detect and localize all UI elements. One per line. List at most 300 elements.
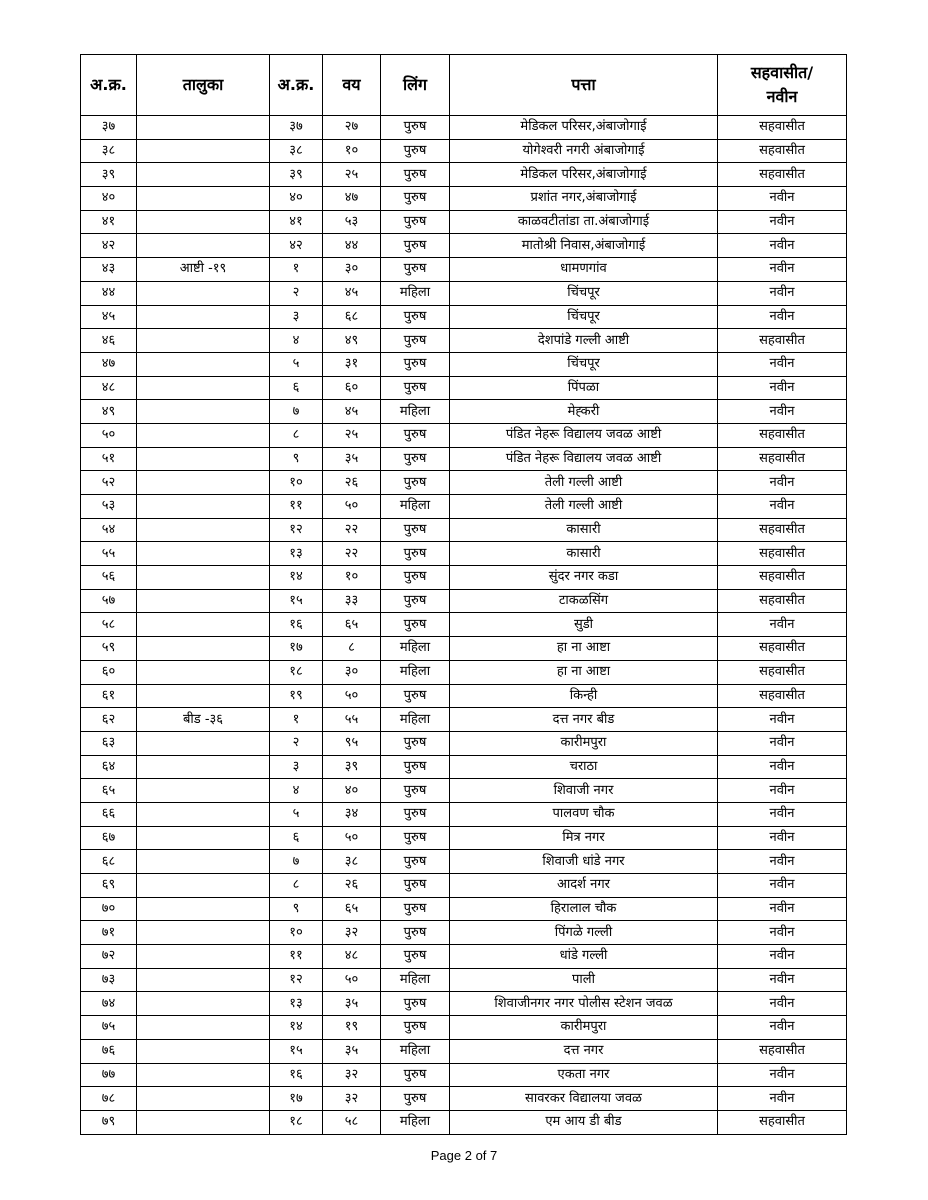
cell-gender: पुरुष <box>381 921 450 945</box>
cell-taluka <box>137 518 270 542</box>
cell-status: सहवासीत <box>718 589 847 613</box>
cell-gender: पुरुष <box>381 423 450 447</box>
cell-sub-sr-no: ४२ <box>270 234 323 258</box>
table-row <box>81 731 847 755</box>
cell-status: नवीन <box>718 471 847 495</box>
cell-sr-no: ६५ <box>81 779 137 803</box>
cell-address: सुडी <box>450 613 718 637</box>
cell-taluka <box>137 281 270 305</box>
cell-sr-no: ३९ <box>81 163 137 187</box>
header-age: वय <box>323 55 381 116</box>
table-row <box>81 921 847 945</box>
cell-sr-no: ६७ <box>81 826 137 850</box>
table-row <box>81 1087 847 1111</box>
cell-taluka <box>137 1110 270 1134</box>
cell-taluka <box>137 234 270 258</box>
cell-sr-no: ४६ <box>81 329 137 353</box>
cell-sr-no: ४४ <box>81 281 137 305</box>
cell-sr-no: ७७ <box>81 1063 137 1087</box>
cell-status: नवीन <box>718 187 847 211</box>
cell-age: ५० <box>323 495 381 519</box>
cell-sub-sr-no: १४ <box>270 566 323 590</box>
cell-address: दत्त नगर बीड <box>450 708 718 732</box>
cell-sub-sr-no: ४ <box>270 329 323 353</box>
cell-sr-no: ६१ <box>81 684 137 708</box>
cell-sr-no: ६६ <box>81 802 137 826</box>
cell-sub-sr-no: १० <box>270 921 323 945</box>
cell-gender: पुरुष <box>381 542 450 566</box>
cell-age: ४० <box>323 779 381 803</box>
cell-status: नवीन <box>718 802 847 826</box>
cell-status: नवीन <box>718 850 847 874</box>
cell-status: सहवासीत <box>718 566 847 590</box>
cell-address: हा ना आष्टा <box>450 637 718 661</box>
cell-age: ९५ <box>323 731 381 755</box>
cell-status: सहवासीत <box>718 423 847 447</box>
header-status-line1: सहवासीत/ <box>750 63 814 82</box>
cell-sr-no: ७९ <box>81 1110 137 1134</box>
table-row <box>81 897 847 921</box>
cell-sr-no: ५१ <box>81 447 137 471</box>
cell-sub-sr-no: १३ <box>270 992 323 1016</box>
cell-sub-sr-no: ४ <box>270 779 323 803</box>
cell-age: २२ <box>323 518 381 542</box>
cell-taluka <box>137 471 270 495</box>
register-table <box>80 54 847 1135</box>
cell-age: ४५ <box>323 400 381 424</box>
cell-address: तेली गल्ली आष्टी <box>450 495 718 519</box>
cell-taluka <box>137 305 270 329</box>
cell-status: नवीन <box>718 376 847 400</box>
cell-taluka <box>137 945 270 969</box>
cell-sub-sr-no: १२ <box>270 518 323 542</box>
cell-sr-no: ७३ <box>81 968 137 992</box>
cell-address: शिवाजीनगर नगर पोलीस स्टेशन जवळ <box>450 992 718 1016</box>
cell-gender: पुरुष <box>381 874 450 898</box>
cell-sub-sr-no: १६ <box>270 613 323 637</box>
cell-gender: पुरुष <box>381 163 450 187</box>
cell-sr-no: ६३ <box>81 731 137 755</box>
table-row <box>81 1063 847 1087</box>
cell-sub-sr-no: ६ <box>270 826 323 850</box>
cell-age: ४५ <box>323 281 381 305</box>
cell-status: नवीन <box>718 613 847 637</box>
cell-status: सहवासीत <box>718 660 847 684</box>
page-number: Page 2 of 7 <box>430 1148 498 1163</box>
cell-status: नवीन <box>718 400 847 424</box>
cell-age: २६ <box>323 471 381 495</box>
cell-sub-sr-no: १४ <box>270 1016 323 1040</box>
cell-taluka <box>137 163 270 187</box>
cell-taluka <box>137 1039 270 1063</box>
cell-status: नवीन <box>718 779 847 803</box>
cell-gender: महिला <box>381 495 450 519</box>
cell-sr-no: ४५ <box>81 305 137 329</box>
cell-gender: पुरुष <box>381 992 450 1016</box>
table-row <box>81 755 847 779</box>
cell-gender: पुरुष <box>381 589 450 613</box>
cell-sub-sr-no: ६ <box>270 376 323 400</box>
cell-taluka <box>137 116 270 140</box>
cell-address: टाकळसिंग <box>450 589 718 613</box>
cell-status: नवीन <box>718 352 847 376</box>
cell-gender: पुरुष <box>381 116 450 140</box>
cell-age: ३० <box>323 258 381 282</box>
cell-status: नवीन <box>718 708 847 732</box>
cell-sr-no: ४० <box>81 187 137 211</box>
cell-sub-sr-no: ४१ <box>270 210 323 234</box>
table-row <box>81 471 847 495</box>
cell-sr-no: ७१ <box>81 921 137 945</box>
cell-gender: पुरुष <box>381 471 450 495</box>
cell-address: योगेश्वरी नगरी अंबाजोगाई <box>450 139 718 163</box>
cell-address: पिंगळे गल्ली <box>450 921 718 945</box>
cell-sub-sr-no: ३ <box>270 305 323 329</box>
cell-sub-sr-no: ७ <box>270 850 323 874</box>
cell-status: नवीन <box>718 1063 847 1087</box>
cell-sr-no: ५३ <box>81 495 137 519</box>
cell-gender: महिला <box>381 281 450 305</box>
cell-sr-no: ४३ <box>81 258 137 282</box>
table-row <box>81 968 847 992</box>
table-row <box>81 566 847 590</box>
cell-address: चराठा <box>450 755 718 779</box>
table-row <box>81 945 847 969</box>
cell-status: नवीन <box>718 258 847 282</box>
cell-sub-sr-no: १२ <box>270 968 323 992</box>
cell-sr-no: ५० <box>81 423 137 447</box>
cell-taluka <box>137 210 270 234</box>
cell-gender: पुरुष <box>381 258 450 282</box>
cell-age: २५ <box>323 423 381 447</box>
cell-taluka <box>137 684 270 708</box>
cell-sub-sr-no: ५ <box>270 352 323 376</box>
cell-sr-no: ५८ <box>81 613 137 637</box>
table-row <box>81 1039 847 1063</box>
cell-sr-no: ४२ <box>81 234 137 258</box>
cell-gender: पुरुष <box>381 139 450 163</box>
header-status-line2: नवीन <box>766 87 798 106</box>
cell-address: मातोश्री निवास,अंबाजोगाई <box>450 234 718 258</box>
cell-age: ३२ <box>323 1087 381 1111</box>
cell-taluka <box>137 376 270 400</box>
cell-sub-sr-no: १ <box>270 258 323 282</box>
cell-age: ३२ <box>323 1063 381 1087</box>
cell-age: ५३ <box>323 210 381 234</box>
cell-gender: महिला <box>381 637 450 661</box>
cell-taluka <box>137 897 270 921</box>
cell-sr-no: ६० <box>81 660 137 684</box>
header-sub-sr-no: अ.क्र. <box>270 55 323 116</box>
table-row <box>81 116 847 140</box>
cell-status: नवीन <box>718 731 847 755</box>
header-gender: लिंग <box>381 55 450 116</box>
table-row <box>81 281 847 305</box>
table-row <box>81 1110 847 1134</box>
table-row <box>81 447 847 471</box>
header-status <box>718 55 847 116</box>
table-row <box>81 826 847 850</box>
cell-age: ३२ <box>323 921 381 945</box>
cell-sr-no: ५७ <box>81 589 137 613</box>
cell-gender: पुरुष <box>381 755 450 779</box>
cell-taluka <box>137 423 270 447</box>
cell-age: ५० <box>323 968 381 992</box>
cell-sub-sr-no: १७ <box>270 1087 323 1111</box>
cell-address: हिरालाल चौक <box>450 897 718 921</box>
cell-sub-sr-no: १५ <box>270 589 323 613</box>
cell-gender: महिला <box>381 968 450 992</box>
cell-taluka <box>137 447 270 471</box>
cell-gender: पुरुष <box>381 376 450 400</box>
cell-address: प्रशांत नगर,अंबाजोगाई <box>450 187 718 211</box>
cell-gender: पुरुष <box>381 802 450 826</box>
cell-address: देशपांडे गल्ली आष्टी <box>450 329 718 353</box>
cell-sub-sr-no: ३९ <box>270 163 323 187</box>
table-body <box>81 116 847 1135</box>
cell-age: ३८ <box>323 850 381 874</box>
cell-taluka <box>137 755 270 779</box>
cell-age: १० <box>323 566 381 590</box>
cell-status: नवीन <box>718 897 847 921</box>
cell-age: ४७ <box>323 187 381 211</box>
cell-status: नवीन <box>718 281 847 305</box>
cell-status: नवीन <box>718 1016 847 1040</box>
cell-status: सहवासीत <box>718 1039 847 1063</box>
cell-sub-sr-no: ८ <box>270 423 323 447</box>
cell-age: ८ <box>323 637 381 661</box>
cell-address: पंडित नेहरू विद्यालय जवळ आष्टी <box>450 447 718 471</box>
cell-gender: महिला <box>381 1110 450 1134</box>
cell-age: २२ <box>323 542 381 566</box>
table-row <box>81 684 847 708</box>
cell-age: ३१ <box>323 352 381 376</box>
cell-status: सहवासीत <box>718 139 847 163</box>
cell-sub-sr-no: ७ <box>270 400 323 424</box>
cell-status: सहवासीत <box>718 637 847 661</box>
table-row <box>81 329 847 353</box>
cell-taluka <box>137 139 270 163</box>
cell-status: नवीन <box>718 305 847 329</box>
cell-sub-sr-no: १७ <box>270 637 323 661</box>
cell-age: ४४ <box>323 234 381 258</box>
cell-status: सहवासीत <box>718 518 847 542</box>
cell-age: ५८ <box>323 1110 381 1134</box>
cell-taluka <box>137 352 270 376</box>
cell-age: ४८ <box>323 945 381 969</box>
cell-taluka <box>137 566 270 590</box>
cell-sr-no: ७५ <box>81 1016 137 1040</box>
cell-taluka <box>137 874 270 898</box>
table-row <box>81 542 847 566</box>
cell-age: ६० <box>323 376 381 400</box>
cell-taluka <box>137 850 270 874</box>
cell-gender: पुरुष <box>381 566 450 590</box>
cell-status: नवीन <box>718 495 847 519</box>
table-row <box>81 305 847 329</box>
cell-address: तेली गल्ली आष्टी <box>450 471 718 495</box>
table-row <box>81 660 847 684</box>
cell-address: शिवाजी धांडे नगर <box>450 850 718 874</box>
cell-address: कासारी <box>450 518 718 542</box>
cell-gender: पुरुष <box>381 234 450 258</box>
header-address: पत्ता <box>450 55 718 116</box>
cell-sr-no: ४९ <box>81 400 137 424</box>
cell-gender: महिला <box>381 400 450 424</box>
cell-status: नवीन <box>718 826 847 850</box>
cell-gender: पुरुष <box>381 329 450 353</box>
cell-gender: पुरुष <box>381 945 450 969</box>
cell-gender: पुरुष <box>381 305 450 329</box>
table-row <box>81 187 847 211</box>
cell-age: २५ <box>323 163 381 187</box>
cell-sub-sr-no: १९ <box>270 684 323 708</box>
cell-sub-sr-no: २ <box>270 281 323 305</box>
cell-age: ५० <box>323 684 381 708</box>
table-row <box>81 779 847 803</box>
cell-taluka <box>137 992 270 1016</box>
cell-taluka <box>137 802 270 826</box>
cell-address: चिंचपूर <box>450 305 718 329</box>
cell-age: ३० <box>323 660 381 684</box>
cell-taluka <box>137 1063 270 1087</box>
cell-gender: पुरुष <box>381 210 450 234</box>
cell-address: पालवण चौक <box>450 802 718 826</box>
cell-address: पिंपळा <box>450 376 718 400</box>
cell-sub-sr-no: ३७ <box>270 116 323 140</box>
cell-sub-sr-no: ९ <box>270 897 323 921</box>
cell-age: १० <box>323 139 381 163</box>
cell-taluka <box>137 1087 270 1111</box>
table-row <box>81 163 847 187</box>
cell-address: आदर्श नगर <box>450 874 718 898</box>
cell-sr-no: ५४ <box>81 518 137 542</box>
cell-sub-sr-no: ४० <box>270 187 323 211</box>
cell-sub-sr-no: ३८ <box>270 139 323 163</box>
cell-taluka <box>137 495 270 519</box>
cell-taluka <box>137 779 270 803</box>
cell-age: १९ <box>323 1016 381 1040</box>
cell-age: ३९ <box>323 755 381 779</box>
table-row <box>81 1016 847 1040</box>
cell-taluka <box>137 731 270 755</box>
table-row <box>81 518 847 542</box>
cell-gender: पुरुष <box>381 731 450 755</box>
cell-address: हा ना आष्टा <box>450 660 718 684</box>
cell-status: सहवासीत <box>718 447 847 471</box>
cell-sr-no: ५६ <box>81 566 137 590</box>
cell-status: नवीन <box>718 874 847 898</box>
header-taluka: तालुका <box>137 55 270 116</box>
cell-sub-sr-no: १८ <box>270 1110 323 1134</box>
cell-status: नवीन <box>718 968 847 992</box>
cell-age: ३५ <box>323 992 381 1016</box>
cell-address: शिवाजी नगर <box>450 779 718 803</box>
cell-age: ६५ <box>323 897 381 921</box>
cell-age: ५५ <box>323 708 381 732</box>
cell-taluka <box>137 542 270 566</box>
table-row <box>81 139 847 163</box>
cell-sr-no: ६२ <box>81 708 137 732</box>
cell-gender: पुरुष <box>381 897 450 921</box>
cell-gender: पुरुष <box>381 850 450 874</box>
cell-taluka <box>137 826 270 850</box>
cell-age: ६५ <box>323 613 381 637</box>
cell-gender: महिला <box>381 660 450 684</box>
cell-status: नवीन <box>718 945 847 969</box>
cell-taluka <box>137 187 270 211</box>
cell-sr-no: ५९ <box>81 637 137 661</box>
cell-age: २७ <box>323 116 381 140</box>
cell-status: सहवासीत <box>718 684 847 708</box>
cell-sr-no: ५५ <box>81 542 137 566</box>
cell-sub-sr-no: १५ <box>270 1039 323 1063</box>
cell-sub-sr-no: १३ <box>270 542 323 566</box>
cell-sub-sr-no: ९ <box>270 447 323 471</box>
cell-sr-no: ४७ <box>81 352 137 376</box>
cell-taluka <box>137 1016 270 1040</box>
cell-sr-no: ३८ <box>81 139 137 163</box>
table-row <box>81 210 847 234</box>
cell-sr-no: ५२ <box>81 471 137 495</box>
header-sr-no: अ.क्र. <box>81 55 137 116</box>
table-row <box>81 589 847 613</box>
table-row <box>81 400 847 424</box>
cell-gender: पुरुष <box>381 613 450 637</box>
cell-address: चिंचपूर <box>450 352 718 376</box>
cell-gender: पुरुष <box>381 826 450 850</box>
cell-address: काळवटीतांडा ता.अंबाजोगाई <box>450 210 718 234</box>
cell-age: ३३ <box>323 589 381 613</box>
cell-address: एम आय डी बीड <box>450 1110 718 1134</box>
cell-sr-no: ६९ <box>81 874 137 898</box>
cell-gender: महिला <box>381 708 450 732</box>
cell-taluka <box>137 589 270 613</box>
cell-sr-no: ७८ <box>81 1087 137 1111</box>
cell-sub-sr-no: १८ <box>270 660 323 684</box>
cell-sub-sr-no: १० <box>270 471 323 495</box>
cell-sub-sr-no: २ <box>270 731 323 755</box>
cell-address: धामणगांव <box>450 258 718 282</box>
cell-address: चिंचपूर <box>450 281 718 305</box>
table-row <box>81 376 847 400</box>
cell-status: सहवासीत <box>718 329 847 353</box>
cell-taluka <box>137 660 270 684</box>
cell-address: सुंदर नगर कडा <box>450 566 718 590</box>
cell-sr-no: ७२ <box>81 945 137 969</box>
table-row <box>81 992 847 1016</box>
cell-sub-sr-no: ५ <box>270 802 323 826</box>
cell-sub-sr-no: १ <box>270 708 323 732</box>
cell-address: मेडिकल परिसर,अंबाजोगाई <box>450 163 718 187</box>
cell-status: नवीन <box>718 210 847 234</box>
cell-taluka: बीड -३६ <box>137 708 270 732</box>
cell-taluka <box>137 921 270 945</box>
table-row <box>81 850 847 874</box>
cell-taluka <box>137 400 270 424</box>
cell-gender: पुरुष <box>381 1087 450 1111</box>
cell-sub-sr-no: ८ <box>270 874 323 898</box>
cell-address: पंडित नेहरू विद्यालय जवळ आष्टी <box>450 423 718 447</box>
cell-gender: पुरुष <box>381 518 450 542</box>
table-row <box>81 708 847 732</box>
cell-age: ३५ <box>323 447 381 471</box>
table-row <box>81 613 847 637</box>
cell-sr-no: ६८ <box>81 850 137 874</box>
cell-age: ५० <box>323 826 381 850</box>
cell-sub-sr-no: ११ <box>270 945 323 969</box>
table-row <box>81 874 847 898</box>
